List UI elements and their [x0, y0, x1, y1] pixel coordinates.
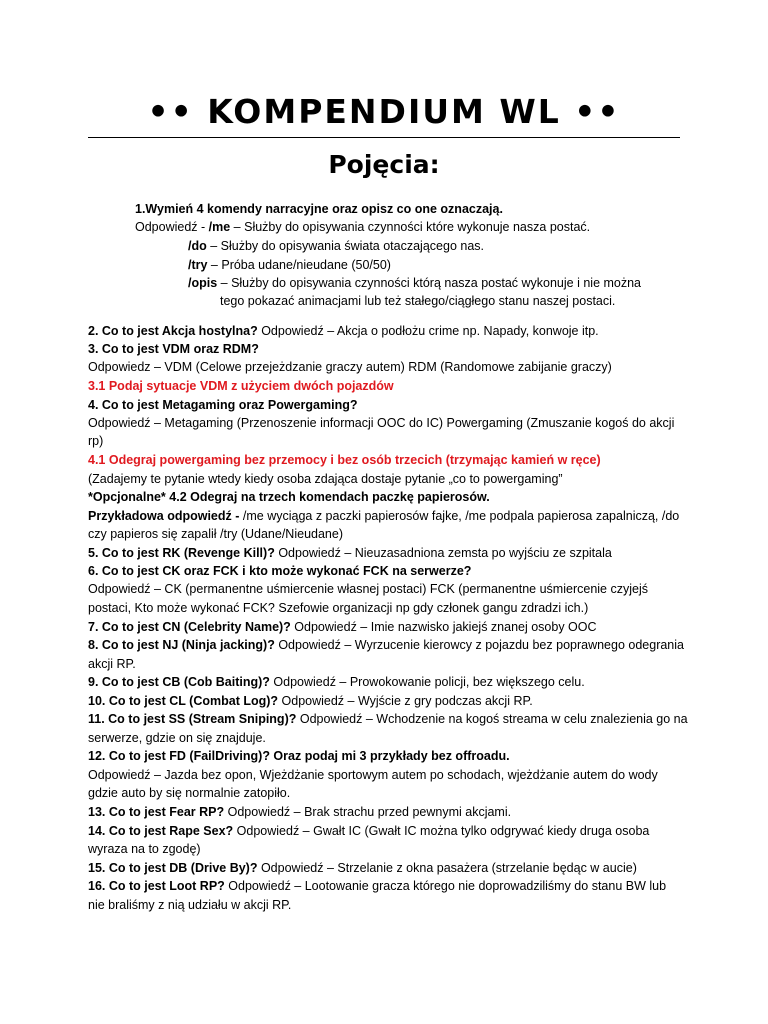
question-1: 1.Wymień 4 komendy narracyjne oraz opisz co one oznaczają. [135, 202, 503, 216]
document-title: •• KOMPENDIUM WL •• [147, 92, 621, 131]
question-13-text: 13. Co to jest Fear RP? [88, 805, 225, 819]
question-3: 3. Co to jest VDM oraz RDM? [88, 342, 259, 356]
answer-12-line-2: gdzie auto by się normalnie zatopiło. [88, 786, 291, 800]
command-me: /me [208, 220, 231, 234]
answer-13: Odpowiedź – Brak strachu przed pewnymi akcjami. [224, 805, 512, 819]
answer-9: Odpowiedź – Prowokowanie policji, bez większego celu. [269, 675, 585, 689]
question-7 [88, 618, 597, 636]
answer-10: Odpowiedź – Wyjście z gry podczas akcji RP. [278, 694, 533, 708]
question-8-text: 8. Co to jest NJ (Ninja jacking)? [88, 638, 275, 652]
question-14-text: 14. Co to jest Rape Sex? [88, 824, 234, 838]
question-2-text: 2. Co to jest Akcja hostylna? [88, 324, 258, 338]
example-answer-label: Przykładowa odpowiedź - [88, 509, 243, 523]
answer-2: Odpowiedź – Akcja o podłożu crime np. Napady, konwoje itp. [257, 324, 599, 338]
answer-do [188, 237, 484, 255]
question-9 [88, 673, 585, 691]
answer-try [188, 256, 391, 274]
answer-7: Odpowiedź – Imie nazwisko jakiejś znanej osoby OOC [290, 620, 597, 634]
answer-opis [188, 274, 641, 292]
answer-15: Odpowiedź – Strzelanie z okna pasażera (strzelanie będąc w aucie) [257, 861, 637, 875]
answer-me [135, 218, 590, 236]
command-opis-text: – Służby do opisywania czynności którą nasza postać wykonuje i nie można [217, 276, 642, 290]
title-divider [88, 137, 680, 138]
question-16 [88, 877, 666, 895]
question-10-text: 10. Co to jest CL (Combat Log)? [88, 694, 279, 708]
answer-6-line-2: postaci, Kto może wykonać FCK? Szefowie organizacji np gdy członek gangu zdradzi ich.) [88, 601, 589, 615]
answer-opis-cont: tego pokazać animacjami lub też stałego/ciągłego stanu naszej postaci. [220, 294, 616, 308]
command-try-text: – Próba udane/nieudane (50/50) [207, 258, 391, 272]
question-8 [88, 636, 684, 654]
question-5-text: 5. Co to jest RK (Revenge Kill)? [88, 546, 275, 560]
question-6: 6. Co to jest CK oraz FCK i kto może wykonać FCK na serwerze? [88, 564, 472, 578]
answer-14-line-2: wyraza na to zgodę) [88, 842, 201, 856]
answer-prefix: Odpowiedź - [135, 220, 209, 234]
command-do-text: – Służby do opisywania świata otaczającego nas. [206, 239, 484, 253]
question-7-text: 7. Co to jest CN (Celebrity Name)? [88, 620, 291, 634]
question-4-2: *Opcjonalne* 4.2 Odegraj na trzech komendach paczkę papierosów. [88, 490, 490, 504]
question-12: 12. Co to jest FD (FailDriving)? Oraz podaj mi 3 przykłady bez offroadu. [88, 749, 510, 763]
answer-6-line-1: Odpowiedź – CK (permanentne uśmiercenie własnej postaci) FCK (permanentne uśmiercenie czyjejś [88, 582, 648, 596]
answer-3: Odpowiedz – VDM (Celowe przejeżdzanie graczy autem) RDM (Randomowe zabijanie graczy) [88, 360, 612, 374]
answer-11-line-1: Odpowiedź – Wchodzenie na kogoś streama w celu znalezienia go na [296, 712, 688, 726]
answer-12-line-1: Odpowiedź – Jazda bez opon, Wjeżdżanie sportowym autem po schodach, wjeżdżanie autem do wody [88, 768, 658, 782]
question-2 [88, 322, 599, 340]
command-try: /try [188, 258, 208, 272]
answer-4-line-1: Odpowiedź – Metagaming (Przenoszenie informacji OOC do IC) Powergaming (Zmuszanie kogoś do akcji [88, 416, 675, 430]
answer-4-line-2: rp) [88, 434, 104, 448]
command-do: /do [188, 239, 207, 253]
section-heading: Pojęcia: [328, 150, 440, 179]
answer-8-line-1: Odpowiedź – Wyrzucenie kierowcy z pojazdu bez poprawnego odegrania [274, 638, 684, 652]
question-4: 4. Co to jest Metagaming oraz Powergaming? [88, 398, 358, 412]
answer-8-line-2: akcji RP. [88, 657, 136, 671]
question-9-text: 9. Co to jest CB (Cob Baiting)? [88, 675, 270, 689]
question-4-1: 4.1 Odegraj powergaming bez przemocy i bez osób trzecich (trzymając kamień w ręce) [88, 453, 601, 467]
answer-16-line-2: nie braliśmy z nią udziału w akcji RP. [88, 898, 292, 912]
example-answer-text: /me wyciąga z paczki papierosów fajke, /me podpala papierosa zapalniczą, /do [242, 509, 680, 523]
question-15 [88, 859, 637, 877]
answer-5: Odpowiedź – Nieuzasadniona zemsta po wyjściu ze szpitala [274, 546, 612, 560]
command-opis: /opis [188, 276, 218, 290]
answer-14-line-1: Odpowiedź – Gwałt IC (Gwałt IC można tylko odgrywać kiedy druga osoba [233, 824, 650, 838]
question-5 [88, 544, 612, 562]
question-16-text: 16. Co to jest Loot RP? [88, 879, 225, 893]
example-answer-line-2: czy papieros się zapalił /try (Udane/Nieudane) [88, 527, 343, 541]
question-11 [88, 710, 688, 728]
answer-11-line-2: serwerze, gdzie on się znajduje. [88, 731, 266, 745]
question-10 [88, 692, 533, 710]
question-13 [88, 803, 511, 821]
question-11-text: 11. Co to jest SS (Stream Sniping)? [88, 712, 297, 726]
answer-16-line-1: Odpowiedź – Lootowanie gracza którego nie doprowadziliśmy do stanu BW lub [224, 879, 667, 893]
command-me-text: – Służby do opisywania czynności które wykonuje nasza postać. [230, 220, 591, 234]
question-3-1: 3.1 Podaj sytuacje VDM z użyciem dwóch pojazdów [88, 379, 394, 393]
question-4-1-note: (Zadajemy te pytanie wtedy kiedy osoba zdająca dostaje pytanie „co to powergaming” [88, 472, 563, 486]
example-answer-line-1 [88, 507, 679, 525]
question-15-text: 15. Co to jest DB (Drive By)? [88, 861, 258, 875]
question-14 [88, 822, 649, 840]
